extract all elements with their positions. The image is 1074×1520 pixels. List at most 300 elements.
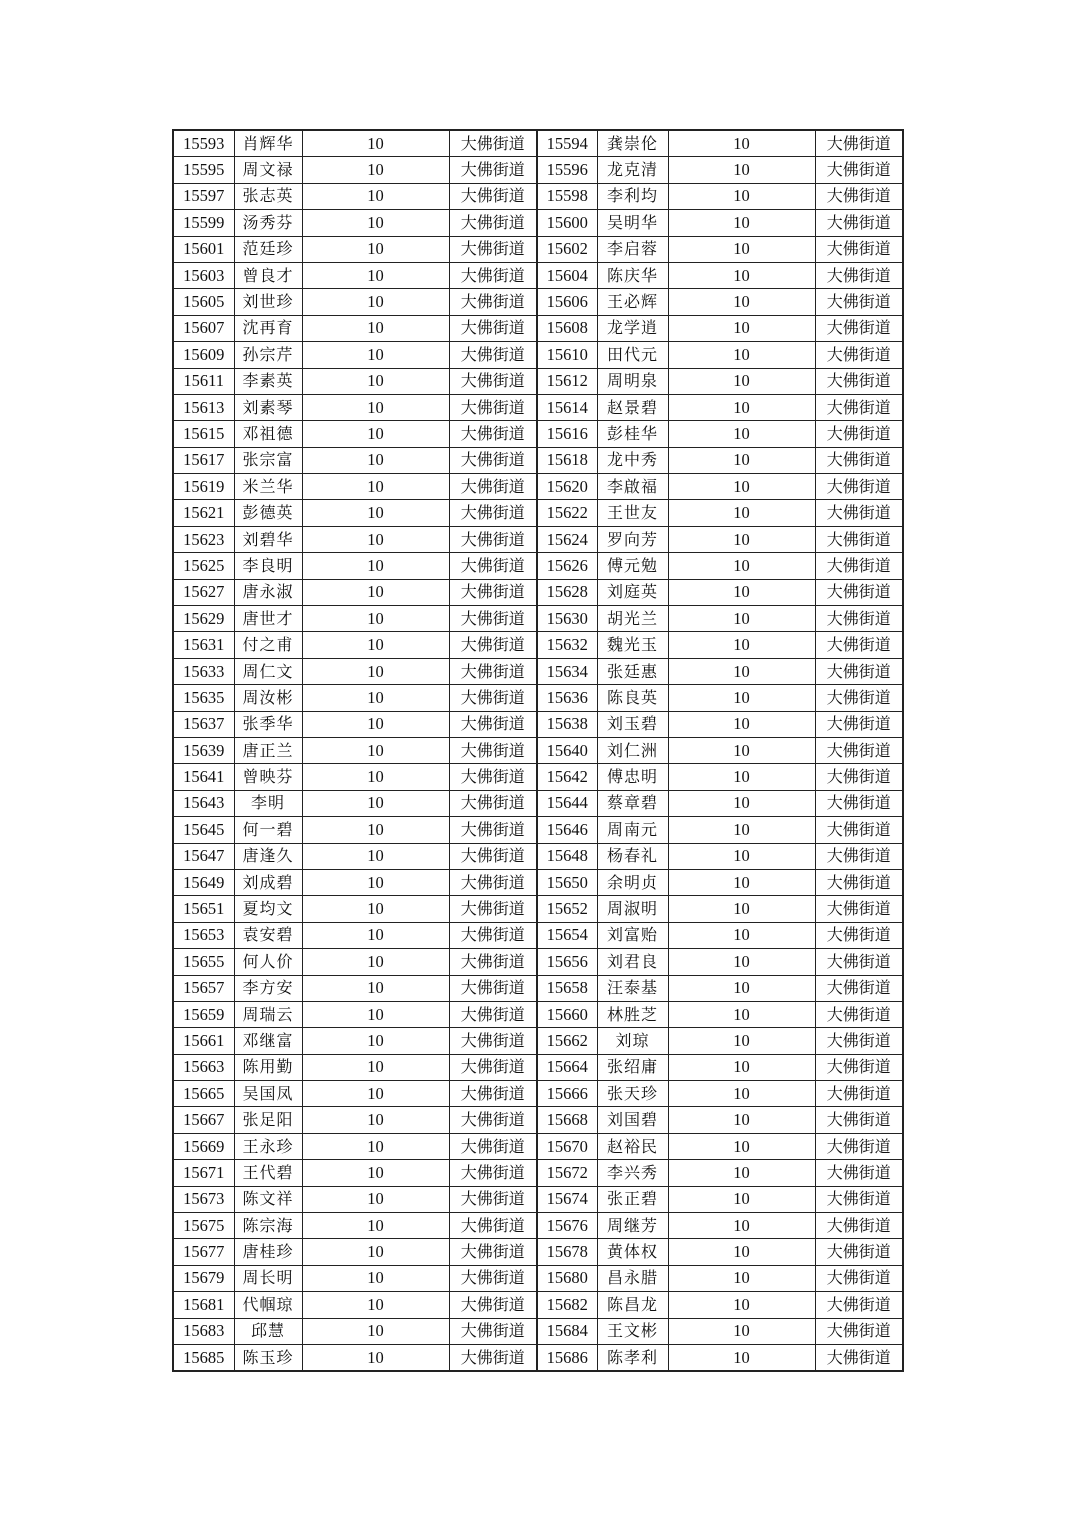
record-id-cell: 15656 <box>537 949 597 975</box>
location-cell: 大佛街道 <box>815 1186 903 1212</box>
person-name-cell: 陈庆华 <box>597 262 668 288</box>
table-row <box>173 1028 903 1054</box>
person-name-cell: 李利均 <box>597 183 668 209</box>
location-cell: 大佛街道 <box>815 685 903 711</box>
table-row <box>173 183 903 209</box>
amount-cell: 10 <box>668 368 815 394</box>
record-id-cell: 15606 <box>537 289 597 315</box>
table-row <box>173 790 903 816</box>
table-row <box>173 711 903 737</box>
record-id-cell: 15611 <box>173 368 234 394</box>
record-id-cell: 15617 <box>173 447 234 473</box>
record-id-cell: 15685 <box>173 1344 234 1371</box>
table-row <box>173 817 903 843</box>
record-id-cell: 15655 <box>173 949 234 975</box>
table-row <box>173 737 903 763</box>
person-name-cell: 陈玉珍 <box>234 1344 302 1371</box>
table-row <box>173 1107 903 1133</box>
table-row <box>173 1054 903 1080</box>
location-cell: 大佛街道 <box>815 606 903 632</box>
amount-cell: 10 <box>302 1107 449 1133</box>
amount-cell: 10 <box>302 1133 449 1159</box>
table-row <box>173 1001 903 1027</box>
amount-cell: 10 <box>668 474 815 500</box>
record-id-cell: 15597 <box>173 183 234 209</box>
record-id-cell: 15672 <box>537 1160 597 1186</box>
amount-cell: 10 <box>668 1133 815 1159</box>
location-cell: 大佛街道 <box>815 130 903 157</box>
record-id-cell: 15652 <box>537 896 597 922</box>
record-id-cell: 15626 <box>537 553 597 579</box>
person-name-cell: 李素英 <box>234 368 302 394</box>
location-cell: 大佛街道 <box>449 1054 537 1080</box>
person-name-cell: 周长明 <box>234 1265 302 1291</box>
person-name-cell: 汤秀芬 <box>234 210 302 236</box>
amount-cell: 10 <box>302 526 449 552</box>
table-row <box>173 474 903 500</box>
location-cell: 大佛街道 <box>815 922 903 948</box>
location-cell: 大佛街道 <box>449 262 537 288</box>
person-name-cell: 张正碧 <box>597 1186 668 1212</box>
amount-cell: 10 <box>302 1028 449 1054</box>
amount-cell: 10 <box>668 1081 815 1107</box>
record-id-cell: 15677 <box>173 1239 234 1265</box>
record-id-cell: 15681 <box>173 1292 234 1318</box>
amount-cell: 10 <box>668 975 815 1001</box>
table-row <box>173 1344 903 1371</box>
record-id-cell: 15624 <box>537 526 597 552</box>
table-row <box>173 157 903 183</box>
table-row <box>173 632 903 658</box>
person-name-cell: 袁安碧 <box>234 922 302 948</box>
amount-cell: 10 <box>302 869 449 895</box>
amount-cell: 10 <box>302 1292 449 1318</box>
person-name-cell: 张季华 <box>234 711 302 737</box>
table-row <box>173 922 903 948</box>
table-row <box>173 447 903 473</box>
record-id-cell: 15679 <box>173 1265 234 1291</box>
amount-cell: 10 <box>668 1054 815 1080</box>
person-name-cell: 肖辉华 <box>234 130 302 157</box>
record-id-cell: 15648 <box>537 843 597 869</box>
record-id-cell: 15639 <box>173 737 234 763</box>
person-name-cell: 唐世才 <box>234 606 302 632</box>
amount-cell: 10 <box>668 949 815 975</box>
record-id-cell: 15593 <box>173 130 234 157</box>
person-name-cell: 昌永腊 <box>597 1265 668 1291</box>
person-name-cell: 何人价 <box>234 949 302 975</box>
amount-cell: 10 <box>668 1160 815 1186</box>
person-name-cell: 王文彬 <box>597 1318 668 1344</box>
location-cell: 大佛街道 <box>815 843 903 869</box>
person-name-cell: 罗向芳 <box>597 526 668 552</box>
location-cell: 大佛街道 <box>815 1344 903 1371</box>
location-cell: 大佛街道 <box>449 1213 537 1239</box>
record-id-cell: 15647 <box>173 843 234 869</box>
record-id-cell: 15621 <box>173 500 234 526</box>
amount-cell: 10 <box>302 210 449 236</box>
location-cell: 大佛街道 <box>815 1213 903 1239</box>
location-cell: 大佛街道 <box>815 1107 903 1133</box>
location-cell: 大佛街道 <box>449 975 537 1001</box>
location-cell: 大佛街道 <box>449 1344 537 1371</box>
person-name-cell: 刘国碧 <box>597 1107 668 1133</box>
amount-cell: 10 <box>668 1344 815 1371</box>
record-id-cell: 15686 <box>537 1344 597 1371</box>
location-cell: 大佛街道 <box>449 817 537 843</box>
table-row <box>173 289 903 315</box>
location-cell: 大佛街道 <box>815 526 903 552</box>
person-name-cell: 刘玉碧 <box>597 711 668 737</box>
amount-cell: 10 <box>302 1001 449 1027</box>
record-id-cell: 15616 <box>537 421 597 447</box>
person-name-cell: 龙学逍 <box>597 315 668 341</box>
location-cell: 大佛街道 <box>449 764 537 790</box>
person-name-cell: 龙中秀 <box>597 447 668 473</box>
location-cell: 大佛街道 <box>815 342 903 368</box>
person-name-cell: 周淑明 <box>597 896 668 922</box>
person-name-cell: 张廷惠 <box>597 658 668 684</box>
location-cell: 大佛街道 <box>449 1107 537 1133</box>
record-id-cell: 15604 <box>537 262 597 288</box>
person-name-cell: 代帼琼 <box>234 1292 302 1318</box>
location-cell: 大佛街道 <box>815 949 903 975</box>
person-name-cell: 彭德英 <box>234 500 302 526</box>
location-cell: 大佛街道 <box>449 632 537 658</box>
amount-cell: 10 <box>668 394 815 420</box>
amount-cell: 10 <box>302 632 449 658</box>
location-cell: 大佛街道 <box>449 236 537 262</box>
table-row <box>173 658 903 684</box>
amount-cell: 10 <box>668 685 815 711</box>
person-name-cell: 杨春礼 <box>597 843 668 869</box>
location-cell: 大佛街道 <box>815 896 903 922</box>
location-cell: 大佛街道 <box>449 843 537 869</box>
table-row <box>173 606 903 632</box>
person-name-cell: 周继芳 <box>597 1213 668 1239</box>
record-id-cell: 15674 <box>537 1186 597 1212</box>
record-id-cell: 15607 <box>173 315 234 341</box>
record-id-cell: 15645 <box>173 817 234 843</box>
person-name-cell: 邓祖德 <box>234 421 302 447</box>
table-row <box>173 500 903 526</box>
amount-cell: 10 <box>302 262 449 288</box>
person-name-cell: 周文禄 <box>234 157 302 183</box>
person-name-cell: 刘世珍 <box>234 289 302 315</box>
person-name-cell: 赵裕民 <box>597 1133 668 1159</box>
amount-cell: 10 <box>668 606 815 632</box>
record-id-cell: 15670 <box>537 1133 597 1159</box>
record-id-cell: 15622 <box>537 500 597 526</box>
amount-cell: 10 <box>302 975 449 1001</box>
record-id-cell: 15600 <box>537 210 597 236</box>
location-cell: 大佛街道 <box>449 1133 537 1159</box>
amount-cell: 10 <box>668 869 815 895</box>
amount-cell: 10 <box>302 157 449 183</box>
record-id-cell: 15673 <box>173 1186 234 1212</box>
person-name-cell: 唐桂珍 <box>234 1239 302 1265</box>
person-name-cell: 王必辉 <box>597 289 668 315</box>
location-cell: 大佛街道 <box>449 210 537 236</box>
amount-cell: 10 <box>668 447 815 473</box>
location-cell: 大佛街道 <box>815 236 903 262</box>
person-name-cell: 周汝彬 <box>234 685 302 711</box>
table-body <box>173 130 903 1371</box>
location-cell: 大佛街道 <box>815 183 903 209</box>
record-id-cell: 15598 <box>537 183 597 209</box>
amount-cell: 10 <box>668 1292 815 1318</box>
record-id-cell: 15625 <box>173 553 234 579</box>
record-id-cell: 15651 <box>173 896 234 922</box>
person-name-cell: 张天珍 <box>597 1081 668 1107</box>
amount-cell: 10 <box>302 1344 449 1371</box>
record-id-cell: 15680 <box>537 1265 597 1291</box>
person-name-cell: 李兴秀 <box>597 1160 668 1186</box>
amount-cell: 10 <box>302 1054 449 1080</box>
record-id-cell: 15649 <box>173 869 234 895</box>
location-cell: 大佛街道 <box>815 1318 903 1344</box>
location-cell: 大佛街道 <box>449 368 537 394</box>
amount-cell: 10 <box>668 1028 815 1054</box>
record-id-cell: 15683 <box>173 1318 234 1344</box>
amount-cell: 10 <box>302 606 449 632</box>
record-id-cell: 15595 <box>173 157 234 183</box>
record-id-cell: 15663 <box>173 1054 234 1080</box>
table-row <box>173 975 903 1001</box>
person-name-cell: 周南元 <box>597 817 668 843</box>
record-id-cell: 15662 <box>537 1028 597 1054</box>
record-id-cell: 15637 <box>173 711 234 737</box>
location-cell: 大佛街道 <box>449 922 537 948</box>
record-id-cell: 15678 <box>537 1239 597 1265</box>
amount-cell: 10 <box>668 658 815 684</box>
location-cell: 大佛街道 <box>815 210 903 236</box>
record-id-cell: 15632 <box>537 632 597 658</box>
person-name-cell: 陈良英 <box>597 685 668 711</box>
amount-cell: 10 <box>668 183 815 209</box>
location-cell: 大佛街道 <box>815 790 903 816</box>
location-cell: 大佛街道 <box>815 737 903 763</box>
person-name-cell: 傅元勉 <box>597 553 668 579</box>
table-row <box>173 764 903 790</box>
location-cell: 大佛街道 <box>815 579 903 605</box>
location-cell: 大佛街道 <box>449 1239 537 1265</box>
amount-cell: 10 <box>302 579 449 605</box>
record-id-cell: 15669 <box>173 1133 234 1159</box>
location-cell: 大佛街道 <box>449 896 537 922</box>
person-name-cell: 夏均文 <box>234 896 302 922</box>
amount-cell: 10 <box>668 711 815 737</box>
location-cell: 大佛街道 <box>815 869 903 895</box>
location-cell: 大佛街道 <box>449 606 537 632</box>
table-row <box>173 368 903 394</box>
record-id-cell: 15609 <box>173 342 234 368</box>
location-cell: 大佛街道 <box>815 1133 903 1159</box>
location-cell: 大佛街道 <box>449 949 537 975</box>
location-cell: 大佛街道 <box>815 1160 903 1186</box>
person-name-cell: 傅忠明 <box>597 764 668 790</box>
table-row <box>173 949 903 975</box>
table-row <box>173 1081 903 1107</box>
amount-cell: 10 <box>668 764 815 790</box>
location-cell: 大佛街道 <box>815 1081 903 1107</box>
table-row <box>173 421 903 447</box>
amount-cell: 10 <box>668 579 815 605</box>
location-cell: 大佛街道 <box>815 421 903 447</box>
record-id-cell: 15633 <box>173 658 234 684</box>
record-id-cell: 15601 <box>173 236 234 262</box>
location-cell: 大佛街道 <box>449 183 537 209</box>
location-cell: 大佛街道 <box>815 262 903 288</box>
amount-cell: 10 <box>302 1160 449 1186</box>
table-row <box>173 869 903 895</box>
person-name-cell: 邓继富 <box>234 1028 302 1054</box>
person-name-cell: 曾映芬 <box>234 764 302 790</box>
location-cell: 大佛街道 <box>815 1239 903 1265</box>
amount-cell: 10 <box>302 790 449 816</box>
person-name-cell: 周明泉 <box>597 368 668 394</box>
person-name-cell: 刘君良 <box>597 949 668 975</box>
person-name-cell: 李良明 <box>234 553 302 579</box>
person-name-cell: 龚崇伦 <box>597 130 668 157</box>
amount-cell: 10 <box>668 1265 815 1291</box>
record-id-cell: 15665 <box>173 1081 234 1107</box>
person-name-cell: 何一碧 <box>234 817 302 843</box>
location-cell: 大佛街道 <box>449 790 537 816</box>
record-id-cell: 15614 <box>537 394 597 420</box>
record-id-cell: 15675 <box>173 1213 234 1239</box>
amount-cell: 10 <box>302 130 449 157</box>
record-id-cell: 15642 <box>537 764 597 790</box>
record-id-cell: 15631 <box>173 632 234 658</box>
location-cell: 大佛街道 <box>815 1292 903 1318</box>
location-cell: 大佛街道 <box>449 289 537 315</box>
record-id-cell: 15634 <box>537 658 597 684</box>
location-cell: 大佛街道 <box>449 553 537 579</box>
table-row <box>173 843 903 869</box>
person-name-cell: 李明 <box>234 790 302 816</box>
amount-cell: 10 <box>302 685 449 711</box>
record-id-cell: 15613 <box>173 394 234 420</box>
record-id-cell: 15667 <box>173 1107 234 1133</box>
record-id-cell: 15641 <box>173 764 234 790</box>
location-cell: 大佛街道 <box>449 711 537 737</box>
record-id-cell: 15643 <box>173 790 234 816</box>
location-cell: 大佛街道 <box>449 157 537 183</box>
location-cell: 大佛街道 <box>449 658 537 684</box>
amount-cell: 10 <box>302 1213 449 1239</box>
location-cell: 大佛街道 <box>449 315 537 341</box>
person-name-cell: 黄体权 <box>597 1239 668 1265</box>
record-id-cell: 15664 <box>537 1054 597 1080</box>
record-id-cell: 15666 <box>537 1081 597 1107</box>
table-row <box>173 579 903 605</box>
person-name-cell: 米兰华 <box>234 474 302 500</box>
roster-table <box>172 129 904 1372</box>
person-name-cell: 孙宗芹 <box>234 342 302 368</box>
person-name-cell: 王代碧 <box>234 1160 302 1186</box>
location-cell: 大佛街道 <box>815 1028 903 1054</box>
amount-cell: 10 <box>302 1239 449 1265</box>
location-cell: 大佛街道 <box>815 711 903 737</box>
person-name-cell: 王永珍 <box>234 1133 302 1159</box>
location-cell: 大佛街道 <box>815 975 903 1001</box>
amount-cell: 10 <box>302 1186 449 1212</box>
location-cell: 大佛街道 <box>449 526 537 552</box>
record-id-cell: 15596 <box>537 157 597 183</box>
person-name-cell: 付之甫 <box>234 632 302 658</box>
person-name-cell: 范廷珍 <box>234 236 302 262</box>
location-cell: 大佛街道 <box>449 1028 537 1054</box>
record-id-cell: 15638 <box>537 711 597 737</box>
amount-cell: 10 <box>302 764 449 790</box>
amount-cell: 10 <box>302 658 449 684</box>
location-cell: 大佛街道 <box>449 579 537 605</box>
amount-cell: 10 <box>668 315 815 341</box>
person-name-cell: 李方安 <box>234 975 302 1001</box>
amount-cell: 10 <box>302 342 449 368</box>
amount-cell: 10 <box>668 526 815 552</box>
amount-cell: 10 <box>668 1318 815 1344</box>
person-name-cell: 张志英 <box>234 183 302 209</box>
record-id-cell: 15615 <box>173 421 234 447</box>
amount-cell: 10 <box>302 394 449 420</box>
amount-cell: 10 <box>302 368 449 394</box>
amount-cell: 10 <box>668 1107 815 1133</box>
person-name-cell: 陈昌龙 <box>597 1292 668 1318</box>
location-cell: 大佛街道 <box>815 1054 903 1080</box>
location-cell: 大佛街道 <box>449 1265 537 1291</box>
location-cell: 大佛街道 <box>815 553 903 579</box>
record-id-cell: 15682 <box>537 1292 597 1318</box>
amount-cell: 10 <box>668 421 815 447</box>
table-row <box>173 1265 903 1291</box>
amount-cell: 10 <box>668 790 815 816</box>
person-name-cell: 唐永淑 <box>234 579 302 605</box>
amount-cell: 10 <box>302 315 449 341</box>
person-name-cell: 田代元 <box>597 342 668 368</box>
amount-cell: 10 <box>302 500 449 526</box>
person-name-cell: 汪泰基 <box>597 975 668 1001</box>
location-cell: 大佛街道 <box>815 1001 903 1027</box>
record-id-cell: 15659 <box>173 1001 234 1027</box>
table-row <box>173 1213 903 1239</box>
amount-cell: 10 <box>302 183 449 209</box>
location-cell: 大佛街道 <box>815 315 903 341</box>
amount-cell: 10 <box>668 130 815 157</box>
person-name-cell: 刘碧华 <box>234 526 302 552</box>
amount-cell: 10 <box>302 843 449 869</box>
table-row <box>173 210 903 236</box>
record-id-cell: 15629 <box>173 606 234 632</box>
amount-cell: 10 <box>668 342 815 368</box>
person-name-cell: 陈文祥 <box>234 1186 302 1212</box>
record-id-cell: 15610 <box>537 342 597 368</box>
person-name-cell: 张绍庸 <box>597 1054 668 1080</box>
amount-cell: 10 <box>668 843 815 869</box>
record-id-cell: 15627 <box>173 579 234 605</box>
table-row <box>173 1292 903 1318</box>
person-name-cell: 刘素琴 <box>234 394 302 420</box>
person-name-cell: 刘仁洲 <box>597 737 668 763</box>
person-name-cell: 龙克清 <box>597 157 668 183</box>
location-cell: 大佛街道 <box>449 869 537 895</box>
record-id-cell: 15623 <box>173 526 234 552</box>
record-id-cell: 15671 <box>173 1160 234 1186</box>
amount-cell: 10 <box>668 922 815 948</box>
person-name-cell: 周仁文 <box>234 658 302 684</box>
person-name-cell: 刘庭英 <box>597 579 668 605</box>
